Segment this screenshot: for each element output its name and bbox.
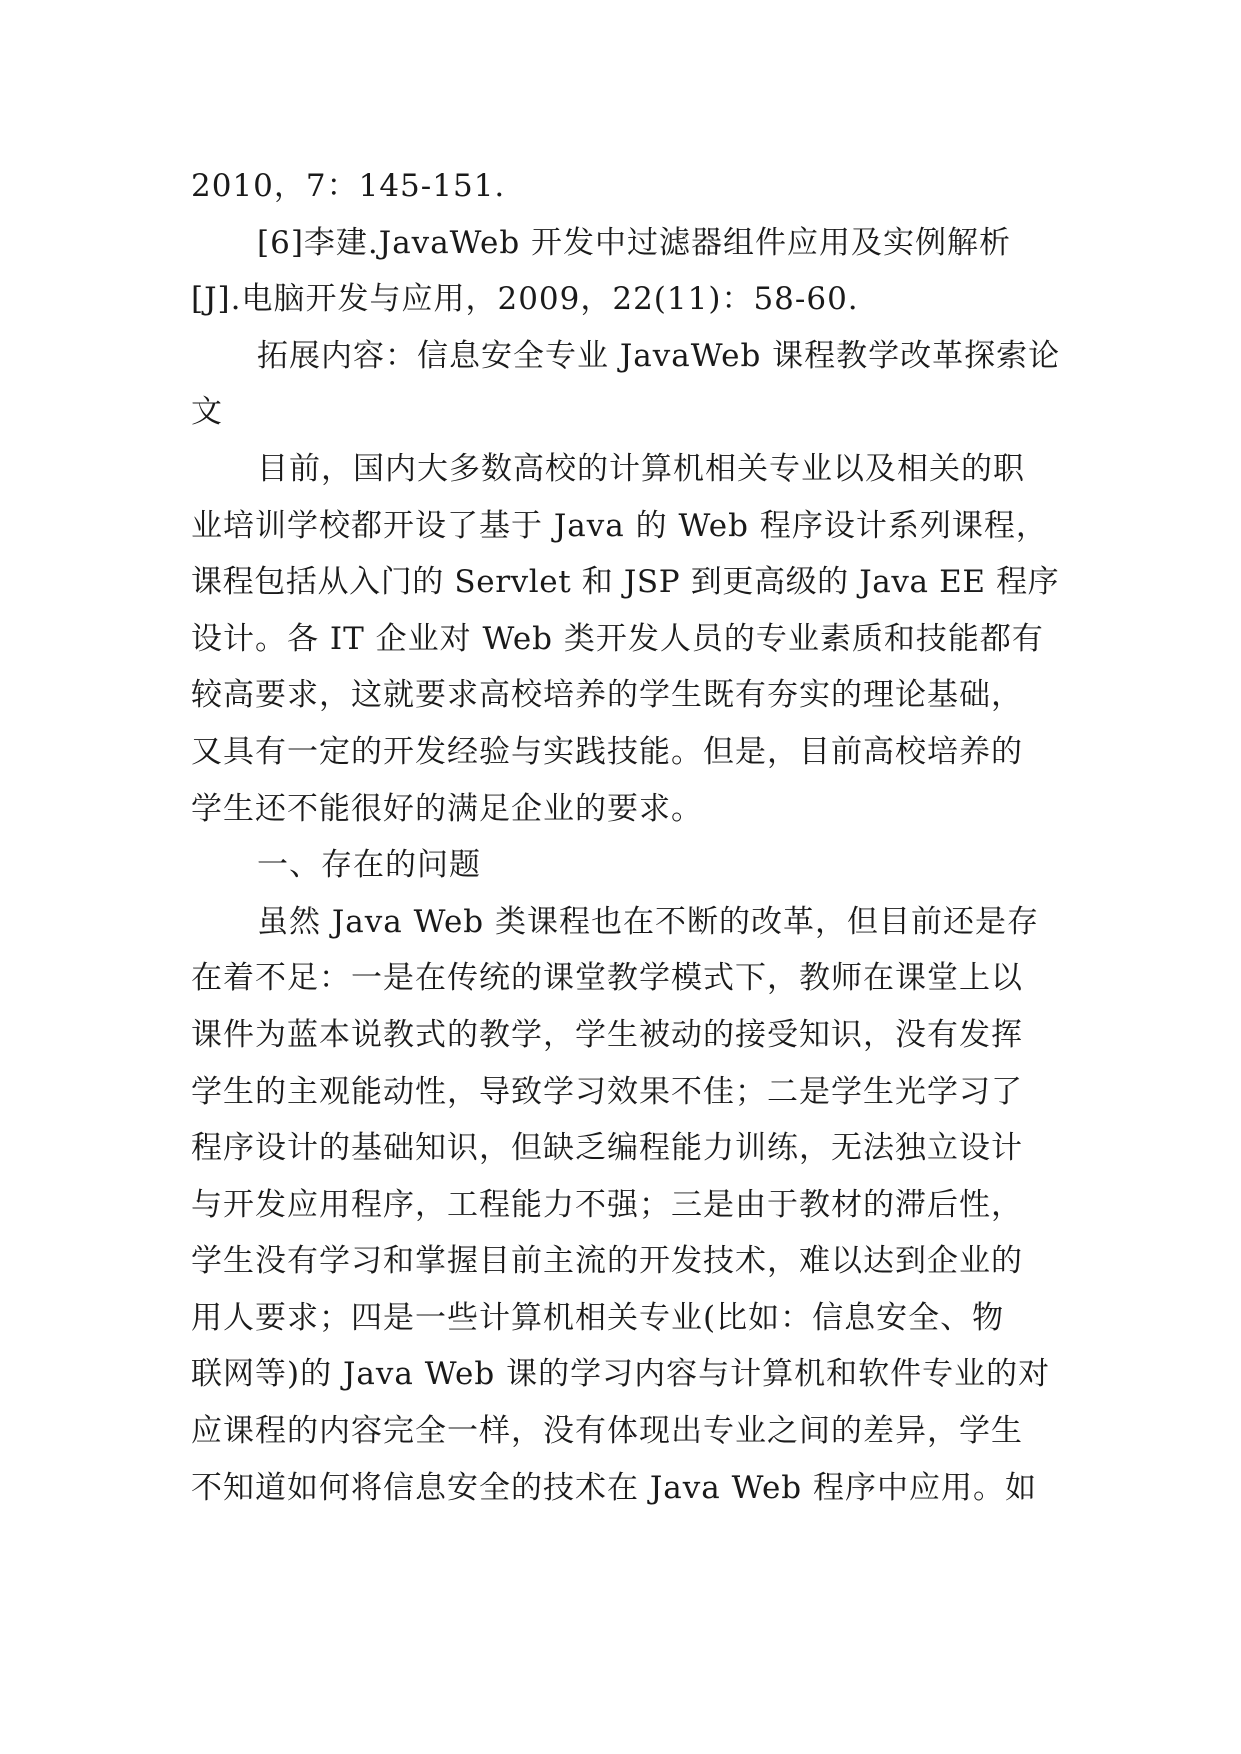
text-line: 课程包括从入门的 Servlet 和 JSP 到更高级的 Java EE 程序 [191, 564, 1060, 601]
document-body [191, 158, 1059, 1516]
text-line: 业培训学校都开设了基于 Java 的 Web 程序设计系列课程， [191, 507, 1048, 544]
text-line: 目前，国内大多数高校的计算机相关专业以及相关的职 [257, 450, 1025, 487]
text-line: [6]李建.JavaWeb 开发中过滤器组件应用及实例解析 [257, 224, 1012, 261]
text-line: 课件为蓝本说教式的教学，学生被动的接受知识，没有发挥 [191, 1016, 1023, 1053]
text-line: 在着不足：一是在传统的课堂教学模式下，教师在课堂上以 [191, 960, 1023, 997]
text-line: 学生的主观能动性，导致学习效果不佳；二是学生光学习了 [191, 1073, 1023, 1110]
text-line: 虽然 Java Web 类课程也在不断的改革，但目前还是存 [257, 903, 1039, 940]
text-line: 用人要求；四是一些计算机相关专业(比如：信息安全、物 [191, 1299, 1005, 1336]
text-line: 2010，7：145-151. [191, 168, 506, 204]
text-line: 程序设计的基础知识，但缺乏编程能力训练，无法独立设计 [191, 1130, 1023, 1167]
text-line: 应课程的内容完全一样，没有体现出专业之间的差异，学生 [191, 1413, 1023, 1450]
text-line: 一、存在的问题 [257, 847, 481, 884]
text-line: 又具有一定的开发经验与实践技能。但是，目前高校培养的 [191, 733, 1023, 770]
text-line: 学生没有学习和掌握目前主流的开发技术，难以达到企业的 [191, 1243, 1023, 1280]
text-line: [J].电脑开发与应用，2009，22(11)：58-60. [191, 281, 859, 318]
text-line: 学生还不能很好的满足企业的要求。 [191, 790, 703, 827]
text-line: 文 [191, 394, 223, 431]
text-line: 联网等)的 Java Web 课的学习内容与计算机和软件专业的对 [191, 1356, 1051, 1393]
text-line: 拓展内容：信息安全专业 JavaWeb 课程教学改革探索论 [257, 337, 1061, 374]
text-line: 与开发应用程序，工程能力不强；三是由于教材的滞后性， [191, 1186, 1023, 1223]
text-line: 不知道如何将信息安全的技术在 Java Web 程序中应用。如 [191, 1469, 1037, 1506]
text-line: 设计。各 IT 企业对 Web 类开发人员的专业素质和技能都有 [191, 620, 1044, 657]
text-line: 较高要求，这就要求高校培养的学生既有夯实的理论基础， [191, 677, 1023, 714]
